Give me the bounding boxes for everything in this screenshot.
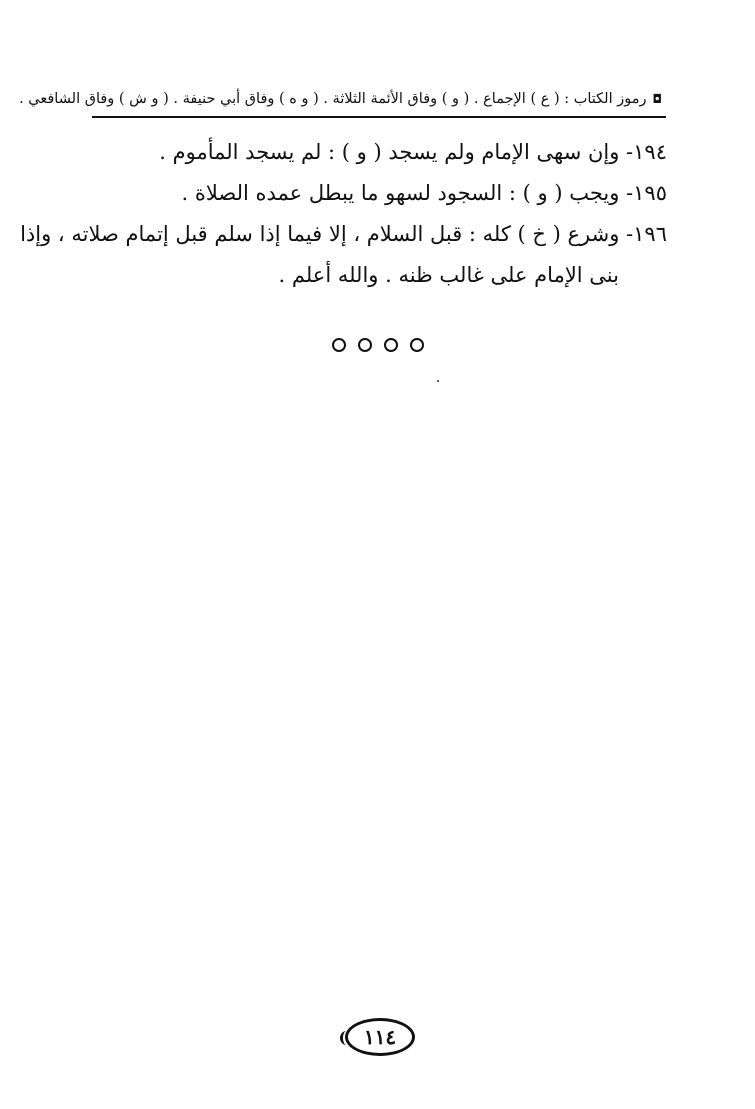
ornament-circle-icon: [358, 338, 372, 352]
ornament-circle-icon: [332, 338, 346, 352]
header-text: رموز الكتاب : ( ع ) الإجماع . ( و ) وفاق الأئمة الثلاثة . ( و ه ) وفاق أبي حنيفة . ( و ش ) وفاق الشافعي .: [19, 91, 647, 107]
paragraph-195: ١٩٥- ويجب ( و ) : السجود لسهو ما يبطل عمده الصلاة .: [181, 181, 667, 205]
running-header: [19, 86, 662, 112]
paragraph-194: ١٩٤- وإن سهى الإمام ولم يسجد ( و ) : لم يسجد المأموم .: [159, 140, 667, 164]
header-divider: [92, 116, 666, 118]
ornament-circle-icon: [384, 338, 398, 352]
square-bullet-icon: ◘: [652, 92, 662, 106]
paragraph-196-continuation: بنى الإمام على غالب ظنه . والله أعلم .: [278, 263, 619, 287]
page-number: ١١٤: [345, 1018, 415, 1056]
section-end-ornament: [332, 334, 424, 356]
paragraph-196: ١٩٦- وشرع ( خ ) كله : قبل السلام ، إلا فيما إذا سلم قبل إتمام صلاته ، وإذا: [20, 222, 667, 246]
ornament-circle-icon: [410, 338, 424, 352]
scan-speck: [437, 380, 439, 382]
